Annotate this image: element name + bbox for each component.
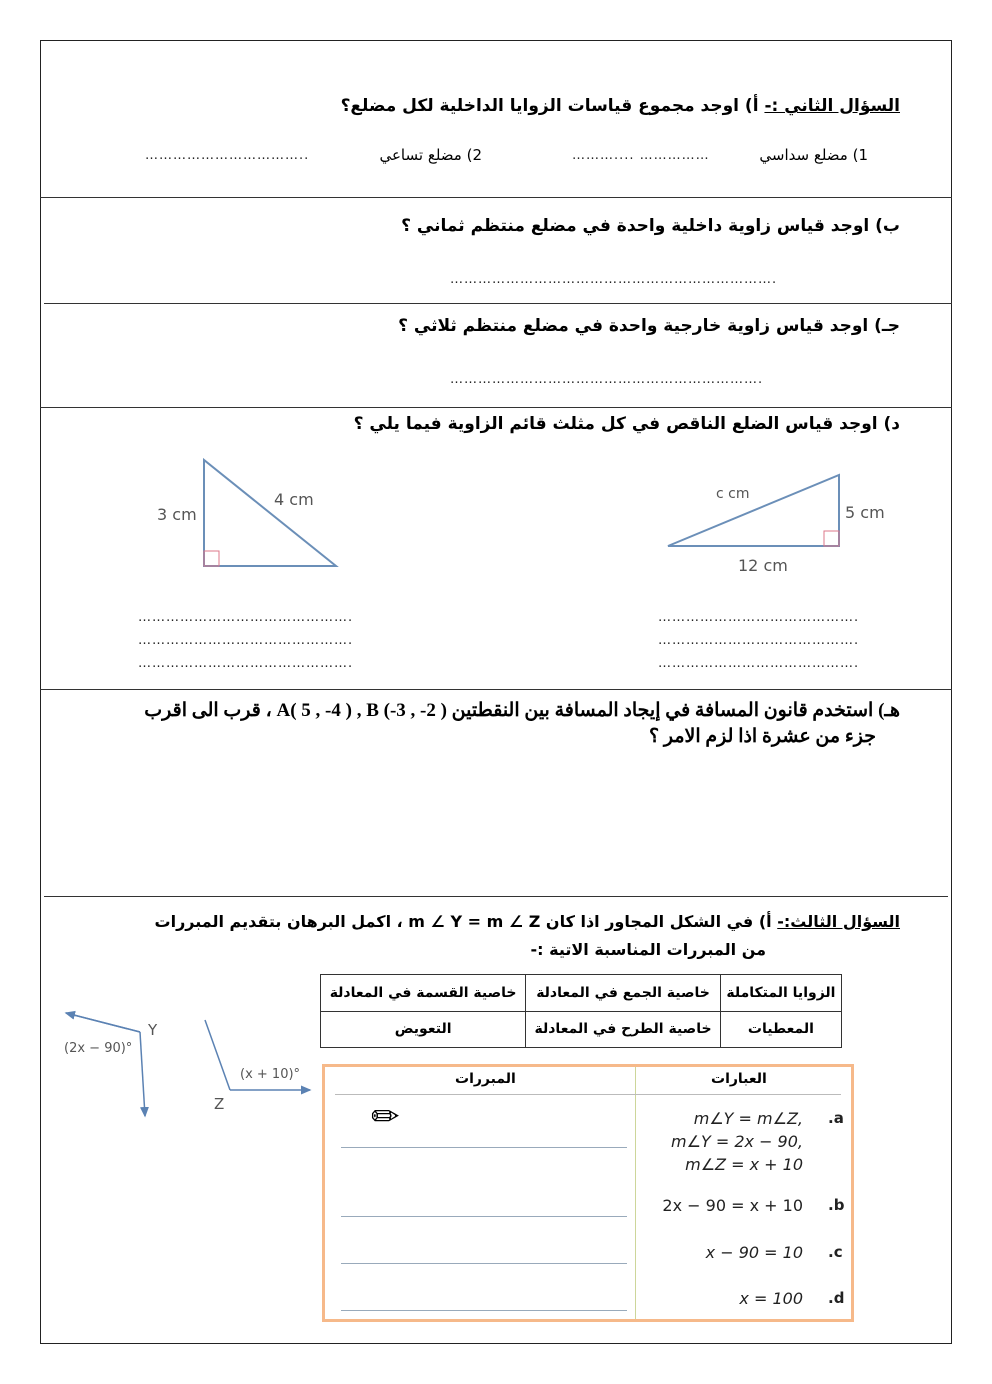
q2-a-item1: 1) مضلع سداسي (759, 146, 868, 164)
row-label: .c (828, 1243, 843, 1261)
right-angle-mark (204, 551, 219, 566)
reason-answer-line[interactable] (341, 1263, 627, 1264)
row-label: .a (828, 1109, 844, 1127)
q2-d-question: د) اوجد قياس الضلع الناقص في كل مثلث قائم الزاوية فيما يلي ؟ (353, 414, 900, 434)
reasons-header: المبررات (455, 1071, 516, 1087)
triangle-1 (204, 460, 336, 566)
answer-dots[interactable]: ………………………………………. (138, 656, 354, 671)
q2-title: السؤال الثاني :- (764, 96, 900, 116)
answer-dots[interactable]: ………………………………………. (138, 633, 354, 648)
statement-b: 2x − 90 = x + 10 (662, 1196, 803, 1215)
angle-y-label: Y (148, 1021, 158, 1039)
tri2-base-label: 12 cm (738, 556, 788, 575)
statement-c: x − 90 = 10 (705, 1243, 803, 1262)
q2-a-item2: 2) مضلع تساعي (379, 146, 482, 164)
q3-text: أ) في الشكل المجاور اذا كان m ∠ Y = m ∠ Z ، اكمل البرهان بتقديم المبررات (154, 912, 772, 931)
reason-answer-line[interactable] (341, 1310, 627, 1311)
answer-dots[interactable]: …………………………….. (145, 148, 310, 163)
statement-line: m∠Y = 2x − 90, (671, 1132, 803, 1151)
answer-dots[interactable]: ………………………………………. (138, 610, 354, 625)
reason-answer-line[interactable] (341, 1216, 627, 1217)
answer-dots[interactable]: ……………………………………………………………. (450, 272, 778, 287)
table-row (321, 1011, 842, 1048)
tri1-hyp-label: 4 cm (274, 490, 314, 509)
q3-title: السؤال الثالث:- (777, 912, 900, 931)
statement-a (671, 1107, 803, 1176)
row-label: .d (828, 1289, 845, 1307)
q2-e-line2: جزء من عشرة اذا لزم الامر ؟ (649, 726, 876, 747)
reason-cell: خاصية الطرح في المعادلة (526, 1011, 721, 1048)
statements-header: العبارات (711, 1071, 767, 1087)
column-divider (635, 1067, 636, 1319)
reason-cell: خاصية القسمة في المعادلة (321, 975, 526, 1012)
q2-a-text: أ) اوجد مجموع قياسات الزوايا الداخلية لكل مضلع؟ (340, 96, 759, 116)
reasons-table (320, 974, 842, 1048)
statement-line: m∠Z = x + 10 (685, 1155, 803, 1174)
answer-dots[interactable]: ……………………………………. (658, 656, 860, 671)
table-row (321, 975, 842, 1012)
statement-line: m∠Y = m∠Z, (693, 1109, 803, 1128)
tri1-side-label: 3 cm (157, 505, 197, 524)
row-label: .b (828, 1196, 845, 1214)
tri2-hyp-label: c cm (716, 486, 750, 502)
angle-z-label: Z (214, 1095, 225, 1113)
q3-line2: من المبررات المناسبة الاتية :- (530, 940, 766, 959)
q3-line1 (155, 912, 901, 931)
triangle-2 (668, 475, 839, 546)
answer-dots[interactable]: ……………………………………. (658, 610, 860, 625)
reason-cell: المعطيات (720, 1011, 841, 1048)
q2-e-line1: هـ) استخدم قانون المسافة في إيجاد المسافة بين النقطتين ( A( 5 , -4 ) , B (-3 , -2 ، قرب الى اقرب (144, 700, 900, 721)
q2-b-question: ب) اوجد قياس زاوية داخلية واحدة في مضلع منتظم ثماني ؟ (401, 216, 900, 236)
tri2-side-label: 5 cm (845, 503, 885, 522)
reason-answer-line[interactable] (341, 1147, 627, 1148)
statement-d: x = 100 (739, 1289, 803, 1308)
q2-c-question: جـ) اوجد قياس زاوية خارجية واحدة في مضلع منتظم ثلاثي ؟ (398, 316, 900, 336)
right-angle-mark (824, 531, 839, 546)
answer-dots[interactable]: …………………………………………………………. (450, 372, 764, 387)
proof-table (322, 1064, 854, 1322)
pencil-icon: ✏ (371, 1097, 400, 1137)
angle-z-measure: (x + 10)° (240, 1067, 301, 1082)
angle-y-measure: (2x − 90)° (64, 1041, 133, 1056)
reason-cell: الزوايا المتكاملة (720, 975, 841, 1012)
answer-dots[interactable]: ……….... …………… (572, 148, 710, 163)
header-divider (335, 1094, 841, 1095)
angle-y-figure (66, 1013, 145, 1116)
reason-cell: التعويض (321, 1011, 526, 1048)
answer-dots[interactable]: ……………………………………. (658, 633, 860, 648)
reason-cell: خاصية الجمع في المعادلة (526, 975, 721, 1012)
